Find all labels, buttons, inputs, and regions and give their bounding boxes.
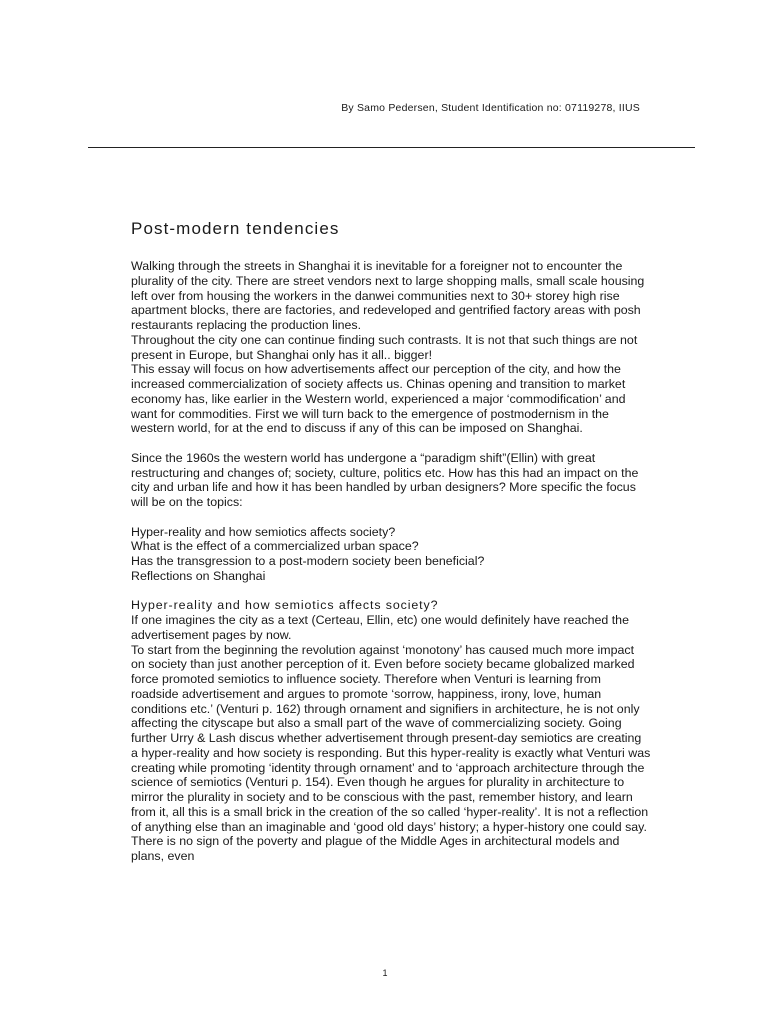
topic-item: Reflections on Shanghai: [131, 568, 266, 583]
author-byline: By Samo Pedersen, Student Identification no: 07119278, IIUS: [341, 102, 640, 114]
document-title: Post-modern tendencies: [131, 219, 340, 238]
document-body: [131, 218, 651, 864]
intro-paragraph: Throughout the city one can continue finding such contrasts. It is not that such things are not present in Europe, but Shanghai only has it all.. bigger!: [131, 332, 638, 362]
topic-item: Hyper-reality and how semiotics affects society?: [131, 524, 396, 539]
section-heading: Hyper-reality and how semiotics affects society?: [131, 598, 439, 613]
section-paragraph: To start from the beginning the revolution against ‘monotony’ has caused much more impact on society than just another perception of it. Even before society became globalized marked force promoted semiotics to influence society. Therefore when Venturi is learning from roadside advertisement and argues to promote ‘sorrow, happiness, irony, love, human conditions etc.’ (Venturi p. 162) through ornament and signifiers in architecture, he is not only affecting the cityscape but also a small part of the wave of commercializing society. Going further Urry & Lash discus whether advertisement through present-day semiotics are creating a hyper-reality and how society is responding. But this hyper-reality is exactly what Venturi was creating while promoting ‘identity through ornament’ and to ‘approach architecture through the science of semiotics (Venturi p. 154). Even though he argues for plurality in architecture to mirror the plurality in society and to be conscious with the past, remember history, and learn from it, all this is a small brick in the creation of the so called ‘hyper-reality’. It is not a reflection of anything else than an imaginable and ‘good old days’ history; a hyper-history one could say. There is no sign of the poverty and plague of the Middle Ages in architectural models and plans, even: [131, 642, 651, 863]
header-divider: [88, 147, 695, 148]
page-number: 1: [382, 968, 388, 978]
topic-item: What is the effect of a commercialized urban space?: [131, 539, 419, 554]
topic-list: [131, 525, 651, 584]
topic-item: Has the transgression to a post-modern society been beneficial?: [131, 554, 485, 568]
intro-paragraph: Walking through the streets in Shanghai it is inevitable for a foreigner not to encounter the plurality of the city. There are street vendors next to large shopping malls, small scale housing left over from housing the workers in the danwei communities next to 30+ storey high rise apartment blocks, there are factories, and redeveloped and gentrified factory areas with posh restaurants replacing the production lines.: [131, 259, 645, 332]
section-paragraph: If one imagines the city as a text (Certeau, Ellin, etc) one would definitely have reached the advertisement pages by now.: [131, 613, 629, 642]
intro-paragraph: This essay will focus on how advertisements affect our perception of the city, and how the increased commercialization of society affects us. Chinas opening and transition to market economy has, like earlier in the Western world, experienced a major ‘commodification’ and want for commodities. First we will turn back to the emergence of postmodernism in the western world, for at the end to discuss if any of this can be imposed on Shanghai.: [131, 362, 626, 436]
since-paragraph: Since the 1960s the western world has undergone a “paradigm shift”(Ellin) with great restructuring and changes of; society, culture, politics etc. How has this had an impact on the city and urban life and how it has been handled by urban designers? More specific the focus will be on the topics:: [131, 450, 639, 509]
